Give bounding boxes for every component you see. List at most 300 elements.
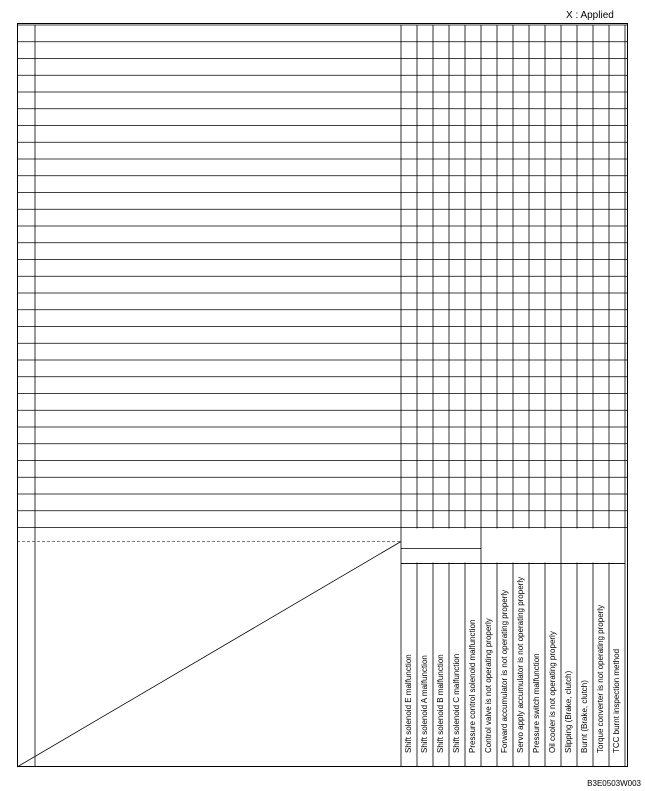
applied-mark (497, 360, 513, 377)
applied-mark (401, 59, 417, 76)
applied-mark (609, 209, 625, 226)
applied-mark (545, 293, 561, 310)
row-number (17, 330, 35, 344)
applied-mark (545, 25, 561, 42)
applied-mark (449, 42, 465, 59)
applied-mark (433, 209, 449, 226)
applied-mark (417, 293, 433, 310)
applied-mark (545, 92, 561, 109)
applied-mark (433, 494, 449, 511)
applied-mark (417, 159, 433, 176)
applied-mark (465, 276, 481, 293)
applied-mark (417, 310, 433, 327)
applied-mark (609, 377, 625, 394)
applied-mark (465, 293, 481, 310)
column-header-symptom (85, 605, 145, 617)
applied-mark (449, 126, 465, 143)
cause-column-label (593, 565, 609, 767)
applied-mark (513, 377, 529, 394)
applied-mark (513, 276, 529, 293)
applied-mark (513, 494, 529, 511)
applied-mark (545, 343, 561, 360)
applied-mark (417, 410, 433, 427)
applied-mark (545, 327, 561, 344)
applied-mark (609, 410, 625, 427)
applied-mark (577, 343, 593, 360)
applied-mark (497, 75, 513, 92)
applied-mark (529, 75, 545, 92)
applied-mark (497, 193, 513, 210)
applied-mark (545, 511, 561, 528)
applied-mark (577, 209, 593, 226)
applied-mark (481, 176, 497, 193)
cause-column-label (433, 565, 449, 767)
applied-mark (513, 209, 529, 226)
cause-text: Shift solenoid B malfunction (436, 654, 445, 753)
applied-mark (561, 92, 577, 109)
applied-mark (609, 494, 625, 511)
applied-mark (433, 293, 449, 310)
applied-mark (401, 25, 417, 42)
applied-mark (497, 427, 513, 444)
applied-mark (577, 327, 593, 344)
applied-mark (497, 260, 513, 277)
applied-mark (561, 377, 577, 394)
symptom-text (39, 113, 399, 126)
applied-mark (497, 276, 513, 293)
applied-mark (433, 360, 449, 377)
applied-mark (529, 461, 545, 478)
applied-mark (545, 461, 561, 478)
applied-mark (577, 394, 593, 411)
applied-mark (545, 360, 561, 377)
applied-mark (609, 25, 625, 42)
applied-mark (497, 327, 513, 344)
cause-column-label (513, 565, 529, 767)
row-number (17, 313, 35, 327)
applied-mark (609, 176, 625, 193)
applied-mark (609, 327, 625, 344)
applied-mark (465, 377, 481, 394)
applied-mark (449, 343, 465, 360)
applied-mark (577, 427, 593, 444)
applied-mark (609, 42, 625, 59)
applied-mark (529, 142, 545, 159)
applied-mark (577, 310, 593, 327)
applied-mark (465, 243, 481, 260)
applied-mark (417, 75, 433, 92)
applied-mark (609, 226, 625, 243)
applied-mark (593, 310, 609, 327)
legend-applied: X : Applied (566, 10, 614, 21)
applied-mark (561, 427, 577, 444)
row-number (17, 263, 35, 277)
applied-mark (433, 159, 449, 176)
applied-mark (529, 176, 545, 193)
applied-mark (401, 511, 417, 528)
applied-mark (593, 477, 609, 494)
row-number (17, 212, 35, 226)
applied-mark (465, 427, 481, 444)
applied-mark (593, 410, 609, 427)
applied-mark (593, 276, 609, 293)
applied-mark (433, 75, 449, 92)
applied-mark (593, 59, 609, 76)
applied-mark (593, 293, 609, 310)
applied-mark (561, 511, 577, 528)
applied-mark (433, 260, 449, 277)
symptom-text (39, 280, 399, 293)
applied-mark (609, 75, 625, 92)
cause-text: TCC burnt inspection method (612, 648, 621, 753)
applied-mark (465, 176, 481, 193)
applied-mark (561, 444, 577, 461)
applied-mark (449, 444, 465, 461)
applied-mark (561, 243, 577, 260)
applied-mark (465, 226, 481, 243)
applied-mark (481, 209, 497, 226)
applied-mark (561, 176, 577, 193)
applied-mark (497, 126, 513, 143)
applied-mark (513, 310, 529, 327)
applied-mark (609, 427, 625, 444)
applied-mark (529, 59, 545, 76)
applied-mark (417, 276, 433, 293)
applied-mark (401, 410, 417, 427)
applied-mark (513, 343, 529, 360)
applied-mark (401, 461, 417, 478)
applied-mark (465, 25, 481, 42)
applied-mark (481, 444, 497, 461)
applied-mark (497, 410, 513, 427)
applied-mark (449, 310, 465, 327)
applied-mark (577, 42, 593, 59)
applied-mark (449, 176, 465, 193)
applied-mark (465, 410, 481, 427)
cause-column-label (561, 565, 577, 767)
applied-mark (417, 126, 433, 143)
applied-mark (417, 343, 433, 360)
applied-mark (513, 109, 529, 126)
applied-mark (417, 461, 433, 478)
cause-column-label (401, 565, 417, 767)
cause-column-label (609, 565, 625, 767)
applied-mark (593, 159, 609, 176)
applied-mark (609, 444, 625, 461)
applied-mark (449, 477, 465, 494)
applied-mark (449, 461, 465, 478)
applied-mark (513, 226, 529, 243)
applied-mark (401, 360, 417, 377)
applied-mark (497, 226, 513, 243)
symptom-text (39, 264, 399, 277)
applied-mark (513, 193, 529, 210)
applied-mark (497, 477, 513, 494)
applied-mark (545, 410, 561, 427)
applied-mark (465, 511, 481, 528)
applied-mark (433, 276, 449, 293)
symptom-text (39, 213, 399, 226)
applied-mark (433, 394, 449, 411)
applied-mark (609, 109, 625, 126)
symptom-text (39, 247, 399, 260)
applied-mark (513, 260, 529, 277)
applied-mark (593, 444, 609, 461)
applied-mark (401, 477, 417, 494)
applied-mark (609, 461, 625, 478)
applied-mark (593, 176, 609, 193)
applied-mark (465, 310, 481, 327)
applied-mark (577, 494, 593, 511)
cause-text: Forward accumulator is not operating properly (500, 589, 509, 753)
applied-mark (577, 92, 593, 109)
applied-mark (545, 444, 561, 461)
applied-mark (497, 25, 513, 42)
applied-mark (529, 276, 545, 293)
applied-mark (433, 59, 449, 76)
applied-mark (497, 293, 513, 310)
cause-column-label (465, 565, 481, 767)
applied-mark (481, 293, 497, 310)
applied-mark (401, 159, 417, 176)
applied-mark (401, 427, 417, 444)
applied-mark (577, 410, 593, 427)
applied-mark (513, 159, 529, 176)
applied-mark (433, 226, 449, 243)
applied-mark (545, 176, 561, 193)
applied-mark (577, 461, 593, 478)
applied-mark (577, 59, 593, 76)
applied-mark (449, 494, 465, 511)
applied-mark (481, 343, 497, 360)
applied-mark (481, 477, 497, 494)
applied-mark (593, 42, 609, 59)
cause-text: Torque converter is not operating properly (596, 604, 605, 753)
applied-mark (529, 226, 545, 243)
applied-mark (433, 343, 449, 360)
cause-text: Oil cooler is not operating properly (548, 631, 557, 753)
cause-text: Shift solenoid E malfunction (404, 654, 413, 753)
applied-mark (417, 511, 433, 528)
symptom-text (39, 381, 399, 394)
applied-mark (401, 444, 417, 461)
symptom-text (39, 96, 399, 109)
symptom-text (39, 364, 399, 377)
applied-mark (609, 394, 625, 411)
cause-text: Pressure switch malfunction (532, 653, 541, 753)
applied-mark (417, 193, 433, 210)
applied-mark (513, 126, 529, 143)
applied-mark (497, 343, 513, 360)
applied-mark (481, 159, 497, 176)
applied-mark (609, 59, 625, 76)
applied-mark (593, 461, 609, 478)
column-header-item (170, 531, 210, 541)
applied-mark (609, 293, 625, 310)
applied-mark (481, 461, 497, 478)
applied-mark (529, 260, 545, 277)
symptom-text (39, 79, 399, 92)
applied-mark (401, 142, 417, 159)
applied-mark (497, 461, 513, 478)
applied-mark (465, 494, 481, 511)
applied-mark (561, 209, 577, 226)
applied-mark (497, 511, 513, 528)
applied-mark (609, 243, 625, 260)
symptom-text (39, 498, 399, 511)
applied-mark (401, 276, 417, 293)
applied-mark (401, 193, 417, 210)
applied-mark (449, 276, 465, 293)
applied-mark (577, 444, 593, 461)
row-number (17, 397, 35, 411)
applied-mark (561, 461, 577, 478)
applied-mark (497, 176, 513, 193)
applied-mark (545, 494, 561, 511)
applied-mark (593, 343, 609, 360)
applied-mark (545, 243, 561, 260)
applied-mark (497, 377, 513, 394)
applied-mark (577, 193, 593, 210)
applied-mark (449, 159, 465, 176)
applied-mark (593, 260, 609, 277)
applied-mark (497, 159, 513, 176)
row-number (17, 162, 35, 176)
applied-mark (433, 142, 449, 159)
applied-mark (401, 310, 417, 327)
applied-mark (481, 427, 497, 444)
applied-mark (561, 477, 577, 494)
applied-mark (465, 360, 481, 377)
applied-mark (545, 226, 561, 243)
applied-mark (577, 511, 593, 528)
symptom-text (39, 163, 399, 176)
applied-mark (433, 427, 449, 444)
applied-mark (529, 293, 545, 310)
applied-mark (561, 327, 577, 344)
applied-mark (513, 42, 529, 59)
applied-mark (417, 360, 433, 377)
applied-mark (481, 109, 497, 126)
applied-mark (481, 410, 497, 427)
applied-mark (593, 494, 609, 511)
cause-text: Servo apply accumulator is not operating properly (516, 576, 525, 753)
symptom-text (39, 197, 399, 210)
applied-mark (497, 42, 513, 59)
group-electrical (401, 528, 481, 550)
applied-mark (497, 494, 513, 511)
group-hydraulic (481, 528, 561, 562)
applied-mark (401, 377, 417, 394)
applied-mark (417, 394, 433, 411)
cause-text: Burnt (Brake, clutch) (580, 680, 589, 753)
applied-mark (513, 444, 529, 461)
applied-mark (417, 176, 433, 193)
applied-mark (529, 410, 545, 427)
applied-mark (401, 42, 417, 59)
row-number (17, 296, 35, 310)
applied-mark (465, 193, 481, 210)
applied-mark (449, 511, 465, 528)
row-number (17, 447, 35, 461)
applied-mark (561, 410, 577, 427)
symptom-text (39, 63, 399, 76)
applied-mark (513, 427, 529, 444)
applied-mark (481, 193, 497, 210)
applied-mark (481, 327, 497, 344)
applied-mark (497, 310, 513, 327)
row-number (17, 497, 35, 511)
applied-mark (401, 209, 417, 226)
symptom-text (39, 465, 399, 478)
applied-mark (529, 109, 545, 126)
applied-mark (513, 327, 529, 344)
applied-mark (513, 293, 529, 310)
applied-mark (609, 92, 625, 109)
applied-mark (449, 327, 465, 344)
applied-mark (609, 126, 625, 143)
applied-mark (449, 59, 465, 76)
applied-mark (529, 159, 545, 176)
applied-mark (529, 477, 545, 494)
applied-mark (529, 511, 545, 528)
applied-mark (465, 343, 481, 360)
applied-mark (433, 477, 449, 494)
applied-mark (577, 477, 593, 494)
symptom-text (39, 297, 399, 310)
applied-mark (433, 176, 449, 193)
applied-mark (433, 461, 449, 478)
applied-mark (401, 226, 417, 243)
applied-mark (449, 92, 465, 109)
applied-mark (577, 276, 593, 293)
symptom-text (39, 29, 399, 42)
applied-mark (513, 410, 529, 427)
row-number (17, 112, 35, 126)
applied-mark (449, 193, 465, 210)
applied-mark (561, 494, 577, 511)
applied-mark (465, 444, 481, 461)
applied-mark (449, 142, 465, 159)
cause-column-label (417, 565, 433, 767)
applied-mark (561, 126, 577, 143)
row-number (17, 78, 35, 92)
row-number (17, 28, 35, 42)
applied-mark (529, 377, 545, 394)
applied-mark (497, 142, 513, 159)
applied-mark (417, 377, 433, 394)
row-number (17, 346, 35, 360)
applied-mark (529, 343, 545, 360)
applied-mark (561, 310, 577, 327)
applied-mark (417, 59, 433, 76)
applied-mark (497, 444, 513, 461)
applied-mark (465, 59, 481, 76)
applied-mark (577, 260, 593, 277)
row-number (17, 413, 35, 427)
applied-mark (545, 75, 561, 92)
applied-mark (513, 243, 529, 260)
applied-mark (433, 193, 449, 210)
applied-mark (481, 377, 497, 394)
applied-mark (433, 511, 449, 528)
applied-mark (577, 25, 593, 42)
applied-mark (449, 75, 465, 92)
symptom-text (39, 481, 399, 494)
applied-mark (513, 25, 529, 42)
applied-mark (465, 159, 481, 176)
applied-mark (449, 243, 465, 260)
